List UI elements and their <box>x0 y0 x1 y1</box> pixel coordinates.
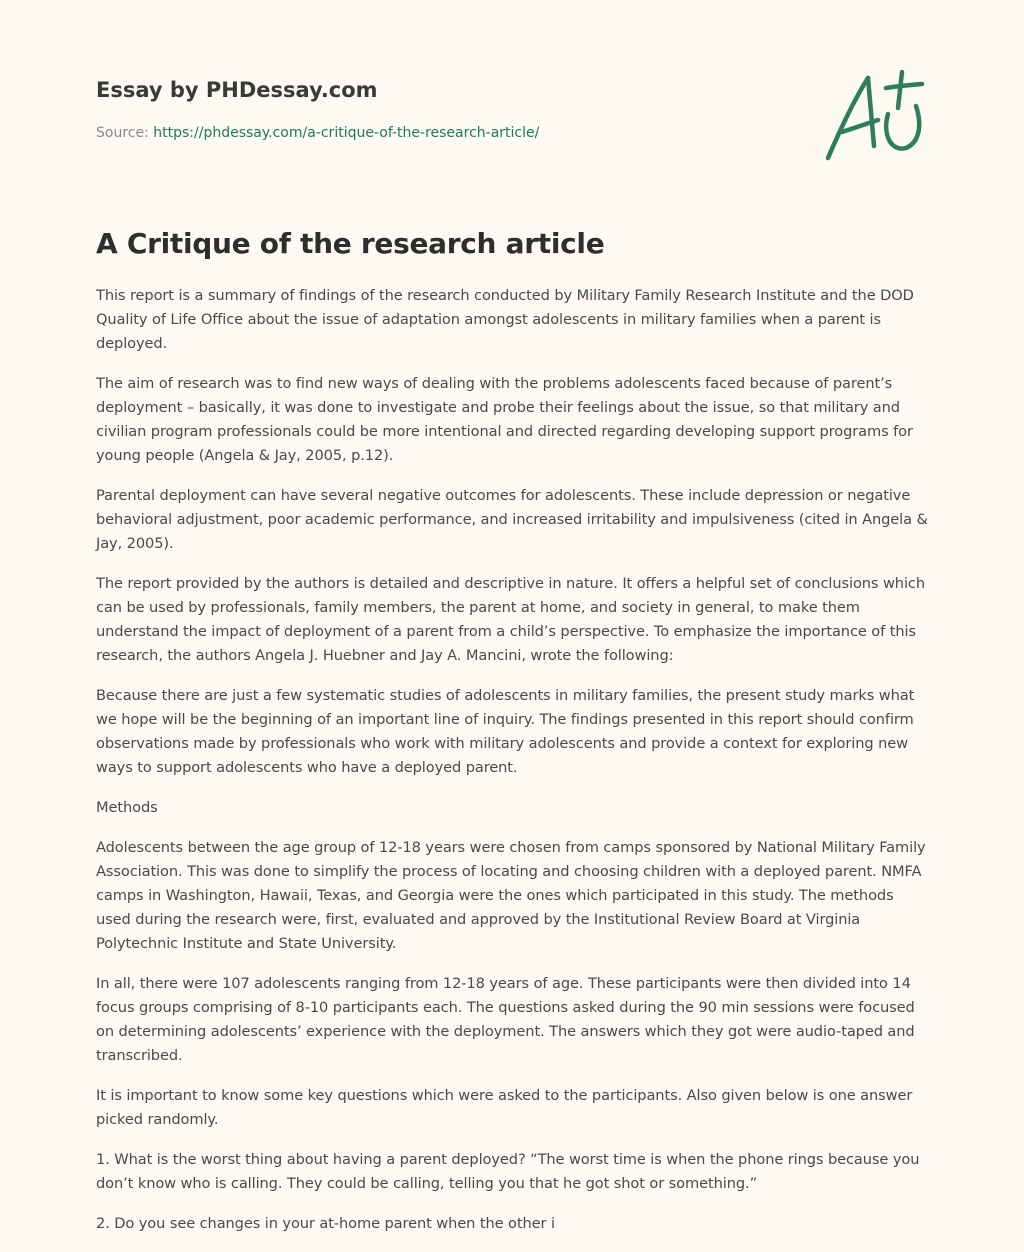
question-item: 1. What is the worst thing about having a parent deployed? “The worst time is when the phone rings because you don’t know who is calling. They could be calling, telling you that he got shot or something.” <box>96 1151 920 1192</box>
question-item: 2. Do you see changes in your at-home parent when the other i <box>96 1215 555 1232</box>
section-heading-methods: Methods <box>96 799 158 816</box>
a-plus-logo-icon <box>822 66 930 166</box>
source-label: Source: <box>96 125 154 141</box>
site-brand: Essay by PHDessay.com <box>96 78 378 102</box>
paragraph: In all, there were 107 adolescents ranging from 12-18 years of age. These participants were then divided into 14 focus groups comprising of 8-10 participants each. The questions asked during the 90 min sessions were focused on determining adolescents’ experience with the deployment. The answers which they got were audio-taped and transcribed. <box>96 975 915 1064</box>
paragraph: Parental deployment can have several negative outcomes for adolescents. These include depression or negative behavioral adjustment, poor academic performance, and increased irritability and impulsiveness (cited in Angela & Jay, 2005). <box>96 487 928 552</box>
quote-paragraph: Because there are just a few systematic studies of adolescents in military families, the present study marks what we hope will be the beginning of an important line of inquiry. The findings presented in this report should confirm observations made by professionals who work with military adolescents and provide a context for exploring new ways to support adolescents who have a deployed parent. <box>96 687 915 776</box>
paragraph: The aim of research was to find new ways of dealing with the problems adolescents faced because of parent’s deployment – basically, it was done to investigate and probe their feelings about the issue, so that military and civilian program professionals could be more intentional and directed regarding developing support programs for young people (Angela & Jay, 2005, p.12). <box>96 375 913 464</box>
paragraph: It is important to know some key questions which were asked to the participants. Also given below is one answer picked randomly. <box>96 1087 913 1128</box>
paragraph: The report provided by the authors is detailed and descriptive in nature. It offers a helpful set of conclusions which can be used by professionals, family members, the parent at home, and society in general, to make them understand the impact of deployment of a parent from a child’s perspective. To emphasize the importance of this research, the authors Angela J. Huebner and Jay A. Mancini, wrote the following: <box>96 575 925 664</box>
paragraph: Adolescents between the age group of 12-18 years were chosen from camps sponsored by National Military Family Association. This was done to simplify the process of locating and choosing children with a deployed parent. NMFA camps in Washington, Hawaii, Texas, and Georgia were the ones which participated in this study. The methods used during the research were, first, evaluated and approved by the Institutional Review Board at Virginia Polytechnic Institute and State University. <box>96 839 926 952</box>
source-link[interactable]: https://phdessay.com/a-critique-of-the-research-article/ <box>153 125 540 141</box>
page-header <box>96 76 796 143</box>
article-title: A Critique of the research article <box>96 227 605 260</box>
article-body <box>96 284 928 1252</box>
source-line <box>96 123 796 143</box>
paragraph: This report is a summary of findings of the research conducted by Military Family Research Institute and the DOD Quality of Life Office about the issue of adaptation amongst adolescents in military families when a parent is deployed. <box>96 287 914 352</box>
